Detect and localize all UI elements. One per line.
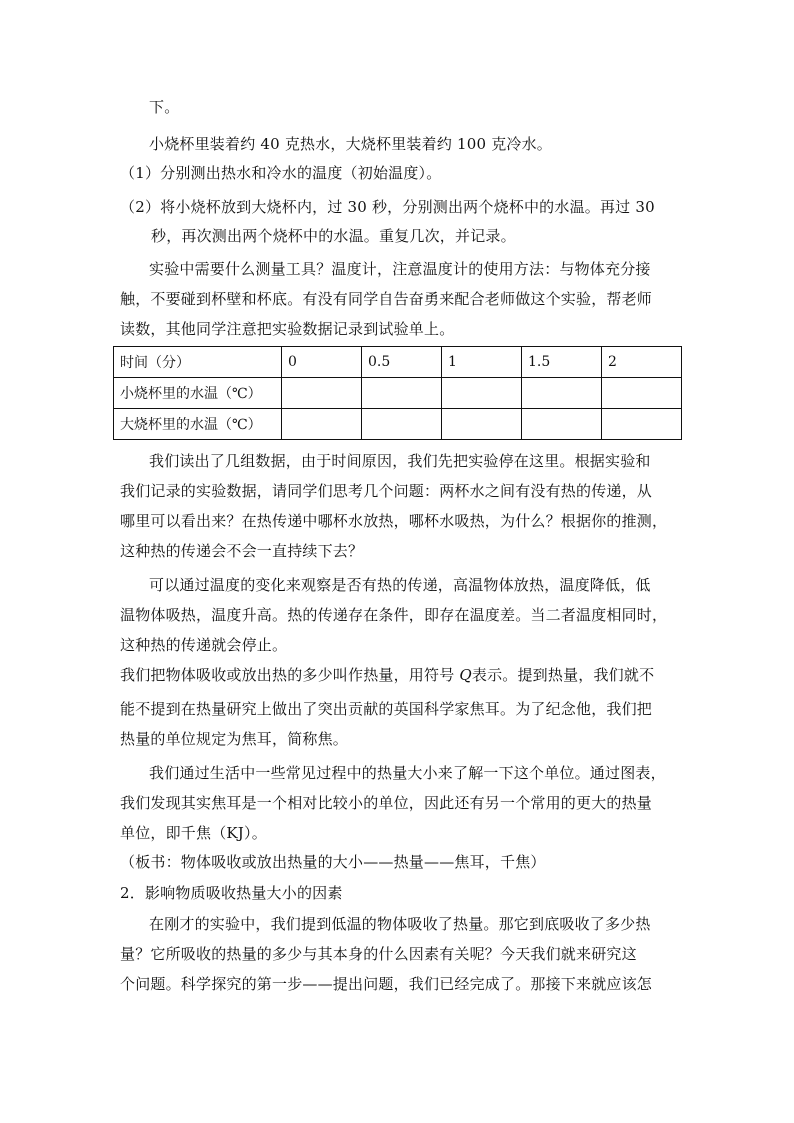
- text-line: 读数，其他同学注意把实验数据记录到试验单上。: [120, 320, 455, 338]
- table-cell: [282, 378, 362, 409]
- text-line: 我们读出了几组数据，由于时间原因，我们先把实验停在这里。根据实验和: [149, 452, 651, 470]
- list-item-1: （1）分别测出热水和冷水的温度（初始温度）。: [120, 164, 442, 182]
- table-header-cell: 0: [282, 347, 362, 378]
- table-cell: [362, 378, 442, 409]
- table-header-cell: 2: [602, 347, 682, 378]
- text-segment: 我们把物体吸收或放出热的多少叫作热量，用符号: [120, 666, 460, 684]
- list-item-2-continued: 秒，再次测出两个烧杯中的水温。重复几次，并记录。: [151, 227, 516, 245]
- text-line: 可以通过温度的变化来观察是否有热的传递，高温物体放热，温度降低，低: [149, 576, 651, 594]
- symbol-q: Q: [459, 666, 472, 684]
- text-line: 我们记录的实验数据，请同学们思考几个问题：两杯水之间有没有热的传递，从: [120, 482, 653, 500]
- table-header-cell: 1.5: [522, 347, 602, 378]
- table-cell: [362, 409, 442, 440]
- text-line: 单位，即千焦（KJ）。: [120, 824, 267, 842]
- text-line: 我们发现其实焦耳是一个相对比较小的单位，因此还有另一个常用的更大的热量: [120, 794, 653, 812]
- table-row-label: 大烧杯里的水温（℃）: [114, 409, 282, 440]
- table-cell: [522, 378, 602, 409]
- text-line: 小烧杯里装着约 40 克热水，大烧杯里装着约 100 克冷水。: [149, 135, 552, 153]
- text-line: 这种热的传递会不会一直持续下去？: [120, 542, 364, 560]
- table-header-row: [114, 347, 682, 378]
- text-line: [120, 665, 654, 685]
- table-cell: [442, 409, 522, 440]
- text-line: 哪里可以看出来？在热传递中哪杯水放热，哪杯水吸热，为什么？根据你的推测，: [120, 512, 668, 530]
- text-line: 下。: [149, 98, 180, 116]
- text-line: 实验中需要什么测量工具？温度计，注意温度计的使用方法：与物体充分接: [149, 260, 651, 278]
- section-heading: 2．影响物质吸收热量大小的因素: [120, 884, 343, 902]
- table-row-label: 小烧杯里的水温（℃）: [114, 378, 282, 409]
- text-segment: 表示。提到热量，我们就不: [471, 666, 655, 684]
- text-line: 温物体吸热，温度升高。热的传递存在条件，即存在温度差。当二者温度相同时，: [120, 606, 668, 624]
- list-item-2: （2）将小烧杯放到大烧杯内，过 30 秒，分别测出两个烧杯中的水温。再过 30: [120, 198, 655, 216]
- table-row: [114, 378, 682, 409]
- text-line: 触，不要碰到杯壁和杯底。有没有同学自告奋勇来配合老师做这个实验，帮老师: [120, 290, 653, 308]
- table-header-cell: 1: [442, 347, 522, 378]
- table-row: [114, 409, 682, 440]
- table-cell: [442, 378, 522, 409]
- text-line: 在刚才的实验中，我们提到低温的物体吸收了热量。那它到底吸收了多少热: [149, 915, 651, 933]
- table-cell: [522, 409, 602, 440]
- text-line: 热量的单位规定为焦耳，简称焦。: [120, 730, 349, 748]
- text-line: 能不提到在热量研究上做出了突出贡献的英国科学家焦耳。为了纪念他，我们把: [120, 700, 653, 718]
- text-line: 个问题。科学探究的第一步——提出问题，我们已经完成了。那接下来就应该怎: [120, 975, 653, 993]
- experiment-data-table: [113, 346, 682, 440]
- text-line: 量？它所吸收的热量的多少与其本身的什么因素有关呢？今天我们就来研究这: [120, 945, 637, 963]
- text-line: 这种热的传递就会停止。: [120, 636, 288, 654]
- table-header-cell: 0.5: [362, 347, 442, 378]
- table-cell: [602, 378, 682, 409]
- table-header-cell: 时间（分）: [114, 347, 282, 378]
- table-cell: [602, 409, 682, 440]
- text-line: 我们通过生活中一些常见过程中的热量大小来了解一下这个单位。通过图表，: [149, 764, 666, 782]
- board-note: （板书：物体吸收或放出热量的大小——热量——焦耳，千焦）: [120, 853, 546, 871]
- table-cell: [282, 409, 362, 440]
